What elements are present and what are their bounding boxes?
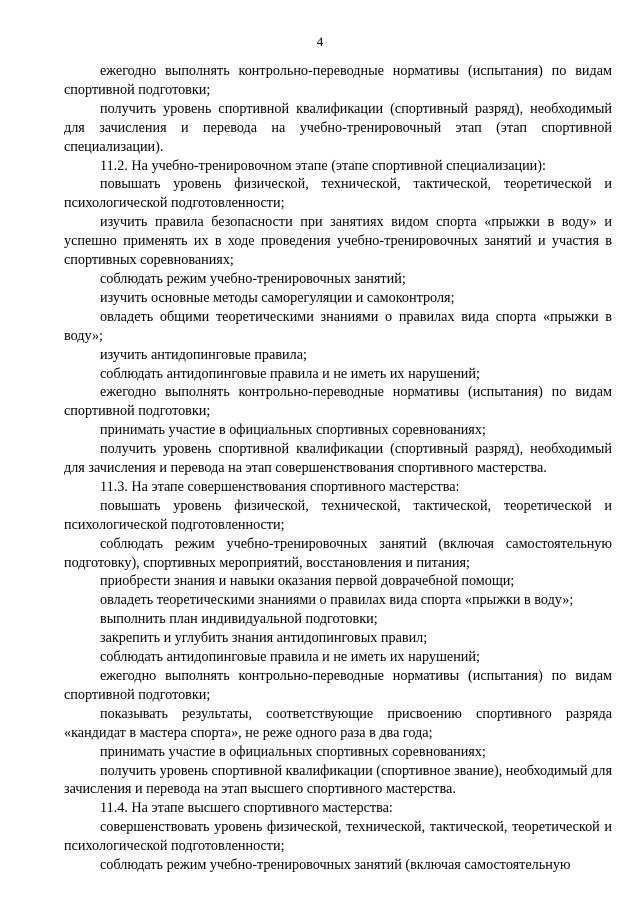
paragraph: соблюдать режим учебно-тренировочных занятий (включая самостоятельную подготовку), спортивных мероприятий, восстановления и питания; bbox=[64, 535, 612, 571]
paragraph: ежегодно выполнять контрольно-переводные нормативы (испытания) по видам спортивной подготовки; bbox=[64, 668, 612, 703]
page-number: 4 bbox=[316, 34, 324, 49]
paragraph: соблюдать антидопинговые правила и не иметь их нарушений; bbox=[100, 365, 480, 382]
section-heading: 11.4. На этапе высшего спортивного мастерства: bbox=[100, 800, 393, 817]
paragraph: овладеть теоретическими знаниями о правилах вида спорта «прыжки в воду»; bbox=[100, 592, 574, 609]
paragraph: приобрести знания и навыки оказания первой доврачебной помощи; bbox=[100, 573, 515, 590]
paragraph: изучить антидопинговые правила; bbox=[100, 346, 307, 363]
paragraph: повышать уровень физической, технической, тактической, теоретической и психологической подготовленности; bbox=[64, 497, 612, 533]
paragraph: изучить основные методы саморегуляции и самоконтроля; bbox=[100, 289, 455, 306]
paragraph: получить уровень спортивной квалификации (спортивное звание), необходимый для зачисления и перевода на этап высшего спортивного мастерства. bbox=[64, 762, 612, 798]
section-heading: 11.3. На этапе совершенствования спортивного мастерства: bbox=[100, 478, 460, 495]
paragraph: принимать участие в официальных спортивных соревнованиях; bbox=[100, 743, 486, 760]
paragraph: ежегодно выполнять контрольно-переводные нормативы (испытания) по видам спортивной подготовки; bbox=[64, 384, 612, 420]
paragraph: соблюдать антидопинговые правила и не иметь их нарушений; bbox=[100, 649, 480, 666]
paragraph: показывать результаты, соответствующие присвоению спортивного разряда «кандидат в мастера спорта», не реже одного раза в два года; bbox=[64, 705, 612, 741]
paragraph: изучить правила безопасности при занятиях видом спорта «прыжки в воду» и успешно применять их в ходе проведения учебно-тренировочных занятий и участия в спортивных соревнованиях; bbox=[64, 214, 612, 269]
paragraph: выполнить план индивидуальной подготовки; bbox=[100, 611, 378, 628]
paragraph: закрепить и углубить знания антидопинговых правил; bbox=[100, 630, 428, 647]
paragraph: повышать уровень физической, технической, тактической, теоретической и психологической подготовленности; bbox=[64, 176, 612, 212]
section-heading: 11.2. На учебно-тренировочном этапе (этапе спортивной специализации): bbox=[100, 157, 546, 174]
paragraph: соблюдать режим учебно-тренировочных занятий; bbox=[100, 270, 406, 287]
paragraph: получить уровень спортивной квалификации (спортивный разряд), необходимый для зачисления и перевода на этап совершенствования спортивного мастерства. bbox=[64, 441, 612, 477]
paragraph: принимать участие в официальных спортивных соревнованиях; bbox=[100, 422, 486, 439]
paragraph: овладеть общими теоретическими знаниями о правилах вида спорта «прыжки в воду»; bbox=[64, 308, 612, 344]
paragraph: ежегодно выполнять контрольно-переводные нормативы (испытания) по видам спортивной подготовки; bbox=[64, 63, 612, 98]
document-body bbox=[64, 62, 612, 875]
paragraph: соблюдать режим учебно-тренировочных занятий (включая самостоятельную bbox=[100, 857, 571, 874]
paragraph: совершенствовать уровень физической, технической, тактической, теоретической и психологической подготовленности; bbox=[64, 819, 612, 855]
paragraph: получить уровень спортивной квалификации (спортивный разряд), необходимый для зачисления и перевода на учебно-тренировочный этап (этап спортивной специализации). bbox=[64, 100, 612, 155]
